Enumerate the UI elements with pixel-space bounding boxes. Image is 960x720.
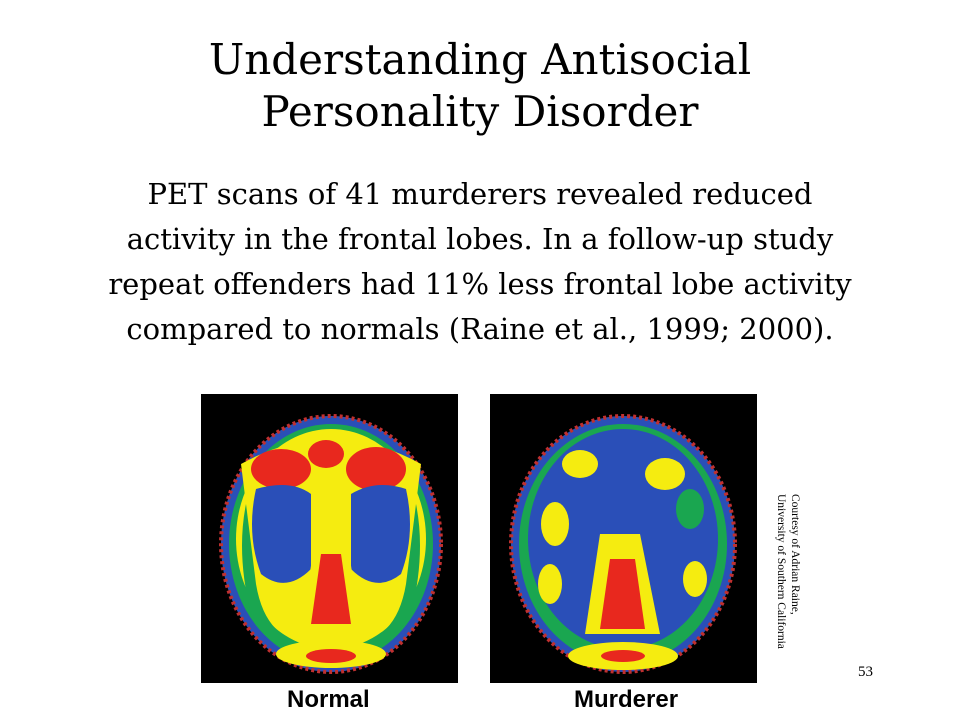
normal-pet-scan-image [201,394,458,683]
image-credit [762,494,802,674]
credit-line-2: University of Southern California [775,494,787,649]
murderer-pet-scan-image [490,394,757,683]
body-line-1: PET scans of 41 murderers revealed reduced [147,177,813,211]
credit-line-1: Courtesy of Adrian Raine, [789,494,801,615]
title-line-1: Understanding Antisocial [208,35,752,84]
normal-caption: Normal [287,686,370,713]
body-line-3: repeat offenders had 11% less frontal lobe activity [108,267,852,301]
murderer-caption: Murderer [574,686,679,713]
body-line-2: activity in the frontal lobes. In a follow-up study [126,222,834,256]
title-line-2: Personality Disorder [261,87,699,136]
body-line-4: compared to normals (Raine et al., 1999; 2000). [126,312,834,346]
slide-title [0,34,960,138]
page-number: 53 [858,664,873,680]
body-paragraph [40,172,920,352]
